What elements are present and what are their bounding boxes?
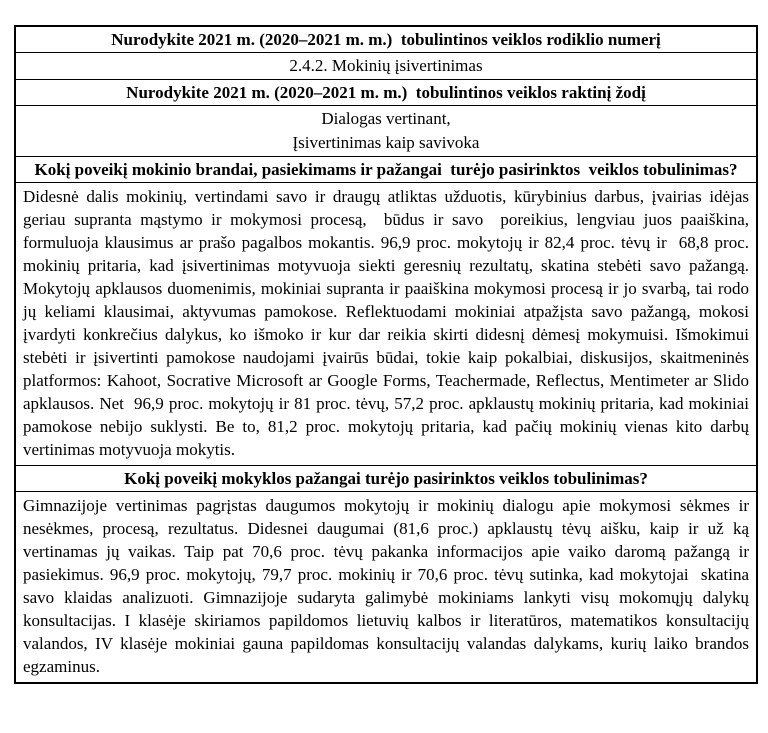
row-indicator-number-value: 2.4.2. Mokinių įsivertinimas <box>16 52 756 79</box>
row-question-school-impact: Kokį poveikį mokyklos pažangai turėjo pasirinktos veiklos tobulinimas? <box>16 465 756 491</box>
row-answer-school-impact: Gimnazijoje vertinimas pagrįstas daugumos mokytojų ir mokinių dialogu apie mokymosi sėkmes ir nesėkmes, procesą, rezultatus. Didesnei daugumai (81,6 proc.) apklaustų tėvų aišku, kaip ir už ką vertinamas jų vaikas. Taip pat 70,6 proc. tėvų pakanka informacijos apie vaiko daromą pažangą ir pasiekimus. 96,9 proc. mokytojų, 79,7 proc. mokinių ir 70,6 proc. tėvų sutinka, kad mokytojai skatina savo klaidas analizuoti. Gimnazijoje sudaryta galimybė mokiniams lankyti visų mokomųjų dalykų konsultacijas. I klasėje skiriamos papildomos lietuvių kalbos ir literatūros, matematikos konsultacijų valandos, IV klasėje mokiniai gauna papildomas konsultacijų valandas dalykams, kurių laiko brandos egzaminus. <box>16 491 756 682</box>
row-keyword-value <box>16 105 756 156</box>
keyword-line-2: Įsivertinimas kaip savivoka <box>292 133 480 152</box>
keyword-line-1: Dialogas vertinant, <box>321 109 451 128</box>
row-indicator-number-header: Nurodykite 2021 m. (2020–2021 m. m.) tobulintinos veiklos rodiklio numerį <box>111 30 661 49</box>
row-keyword-header: Nurodykite 2021 m. (2020–2021 m. m.) tobulintinos veiklos raktinį žodį <box>16 79 756 105</box>
report-table <box>14 25 758 684</box>
row-question-student-impact: Kokį poveikį mokinio brandai, pasiekimams ir pažangai turėjo pasirinktos veiklos tobulinimas? <box>16 156 756 182</box>
row-answer-student-impact: Didesnė dalis mokinių, vertindami savo ir draugų atliktas užduotis, kūrybinius darbus, įvairias idėjas geriau supranta mąstymo ir mokymosi procesą, būdus ir savo poreikius, lengviau juos paaiškina, formuluoja klausimus ar prašo pagalbos mokantis. 96,9 proc. mokytojų ir 82,4 proc. tėvų ir 68,8 proc. mokinių pritaria, kad įsivertinimas motyvuoja siekti geresnių rezultatų, skatina stebėti savo pažangą. Mokytojų apklausos duomenimis, mokiniai supranta ir paaiškina mokymosi procesą ir jo svarbą, tai rodo jų keliami klausimai, aktyvumas pamokose. Reflektuodami mokiniai atpažįsta savo pažangą, mokosi įvardyti konkrečius dalykus, ko išmoko ir kur dar reikia skirti didesnį dėmesį mokymuisi. Išmokimui stebėti ir įsivertinti pamokose naudojami įvairūs būdai, tokie kaip pokalbiai, diskusijos, skaitmeninės platformos: Kahoot, Socrative Microsoft ar Google Forms, Teachermade, Reflectus, Mentimeter ar Slido apklausos. Net 96,9 proc. mokytojų ir 81 proc. tėvų, 57,2 proc. apklaustų mokinių pritaria, kad mokiniai pamokose nebijo suklysti. Be to, 81,2 proc. mokytojų pritaria, kad pačių mokinių vienas kito darbų vertinimas motyvuoja mokytis. <box>16 182 756 465</box>
